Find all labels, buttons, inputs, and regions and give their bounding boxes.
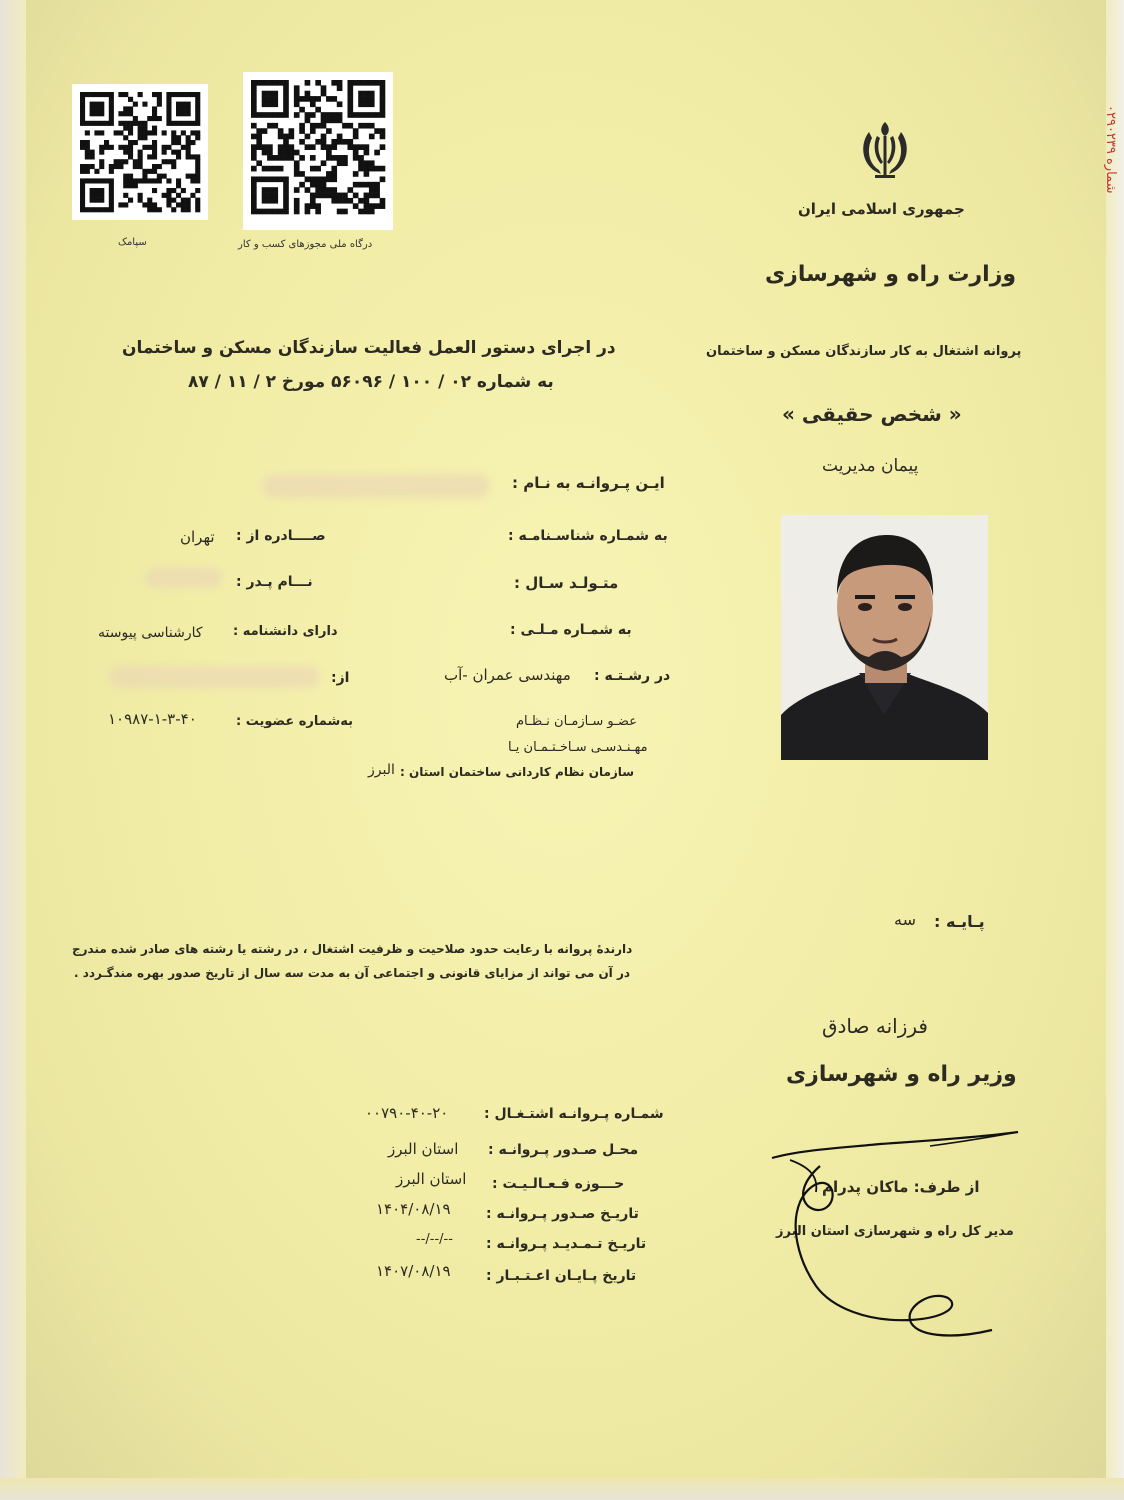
intro-line-2: به شماره ۰۲ / ۱۰۰ / ۵۶۰۹۶ مورخ ۲ / ۱۱ / ۸۷ bbox=[188, 372, 554, 392]
grade-label: پـایـه : bbox=[934, 912, 985, 931]
id-number-label: به شمـاره شناسـنامـه : bbox=[508, 528, 668, 544]
paper-edge bbox=[0, 0, 26, 1500]
redacted-university bbox=[110, 666, 320, 688]
birth-year-label: متـولـد سـال : bbox=[514, 574, 619, 592]
membership-number-value: ۱۰۹۸۷-۱-۳-۴۰ bbox=[108, 710, 197, 728]
issued-from-label: صــــادره از : bbox=[236, 528, 326, 544]
ministry-title: وزارت راه و شهرسازی bbox=[765, 262, 1017, 287]
field-of-study-value: مهندسی عمران -آب bbox=[444, 666, 571, 684]
issued-from-value: تهران bbox=[180, 528, 215, 546]
license-type: پروانه اشتغال به کار سازندگان مسکن و ساختمان bbox=[706, 344, 1022, 359]
serial-number: شماره ۰۲۹۰۲۳۹ bbox=[1103, 105, 1118, 194]
grade-value: سه bbox=[894, 910, 916, 929]
qr-code-sepamak bbox=[72, 84, 208, 220]
qr-caption-business-portal: درگاه ملی مجوزهای کسب و کار bbox=[238, 239, 373, 250]
expiry-date-value: ۱۴۰۷/۰۸/۱۹ bbox=[376, 1262, 451, 1280]
republic-title: جمهوری اسلامی ایران bbox=[798, 200, 965, 218]
redacted-name bbox=[262, 474, 490, 498]
iran-emblem-icon bbox=[857, 118, 913, 180]
paper-edge bbox=[1106, 0, 1124, 1500]
license-clause-line-1: دارندۀ پروانه با رعایت حدود صلاحیت و ظرفیت اشتغال ، در رشته یا رشته های صادر شده مندرج bbox=[72, 942, 633, 956]
membership-text-1: عضـو سـازمـان نـظـام bbox=[516, 714, 637, 729]
issue-place-label: محـل صـدور پـروانـه : bbox=[488, 1142, 639, 1158]
issue-date-label: تاریـخ صـدور پـروانـه : bbox=[486, 1206, 639, 1222]
membership-text-2: مهـنـدسـی سـاخـتـمـان یـا bbox=[508, 740, 648, 755]
holder-photo bbox=[781, 515, 988, 760]
license-clause-line-2: در آن می تواند از مزایای قانونی و اجتماعی آن به مدت سه سال از تاریخ صدور بهره مندگـردد . bbox=[74, 966, 631, 980]
signer-name: از طرف: ماکان پدرام bbox=[822, 1178, 980, 1196]
license-number-value: ۰۰۷۹۰-۴۰-۲۰ bbox=[365, 1104, 449, 1122]
signer-title: مدیر کل راه و شهرسازی استان البرز bbox=[776, 1224, 1014, 1239]
renewal-date-value: --/--/-- bbox=[416, 1232, 453, 1247]
father-name-label: نـــام پـدر : bbox=[236, 574, 313, 590]
paper-edge bbox=[0, 1478, 1124, 1500]
membership-province: البرز bbox=[368, 762, 395, 778]
membership-text-3: سازمان نظام کاردانی ساختمان استان : bbox=[400, 765, 635, 779]
field-of-study-label: در رشـتـه : bbox=[594, 668, 671, 684]
issue-place-value: استان البرز bbox=[388, 1140, 459, 1158]
qr-caption-sepamak: سپامک bbox=[118, 237, 147, 248]
name-label: ایـن پـروانـه به نـام : bbox=[512, 474, 665, 492]
university-label: از: bbox=[331, 670, 350, 686]
membership-number-label: به‌شماره عضویت : bbox=[236, 714, 354, 729]
redacted-father-name bbox=[145, 568, 223, 588]
degree-label: دارای دانشنامه : bbox=[233, 624, 338, 639]
person-type: « شخص حقیقی » bbox=[782, 402, 962, 426]
qr-code-business-portal bbox=[243, 72, 393, 230]
holder-display-name: پیمان مدیریت bbox=[822, 456, 919, 476]
minister-title: وزیر راه و شهرسازی bbox=[786, 1062, 1017, 1087]
issue-date-value: ۱۴۰۴/۰۸/۱۹ bbox=[376, 1200, 451, 1218]
activity-scope-label: حـــوزه فـعـالـیـت : bbox=[492, 1176, 625, 1192]
license-number-label: شمـاره پـروانـه اشتـغـال : bbox=[484, 1106, 664, 1122]
minister-name: فرزانه صادق bbox=[822, 1014, 928, 1038]
national-id-label: به شمـاره مـلـی : bbox=[510, 622, 632, 638]
intro-line-1: در اجرای دستور العمل فعالیت سازندگان مسکن و ساختمان bbox=[122, 338, 616, 358]
expiry-date-label: تاریخ پـایـان اعـتـبـار : bbox=[486, 1268, 637, 1284]
degree-value: کارشناسی پیوسته bbox=[98, 625, 203, 641]
activity-scope-value: استان البرز bbox=[396, 1170, 467, 1188]
renewal-date-label: تاریـخ تـمـدیـد پـروانـه : bbox=[486, 1236, 647, 1252]
handwritten-signature bbox=[760, 1110, 1050, 1360]
